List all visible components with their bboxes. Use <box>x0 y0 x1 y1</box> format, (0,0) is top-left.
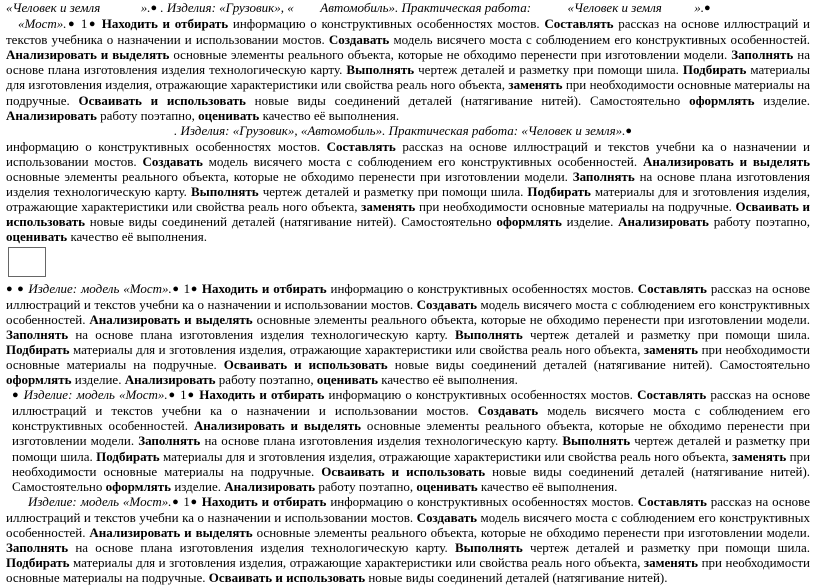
text: на основе плана изготовления изделия технологическую карту. <box>75 326 448 342</box>
paragraph-4 <box>6 387 810 494</box>
bullet-icon: ● <box>87 18 98 31</box>
bullet-icon: ● <box>625 124 633 137</box>
keyword: Выполнять <box>454 326 523 342</box>
header-fragment-6: ». <box>694 0 705 15</box>
keyword: Составлять <box>637 493 707 509</box>
keyword: Осваивать и использовать <box>208 570 366 585</box>
keyword: заменять <box>361 199 416 215</box>
bullet-icon: ● <box>167 389 177 402</box>
keyword: Составлять <box>544 16 614 32</box>
keyword: Создавать <box>477 403 539 419</box>
text: информацию о конструктивных особенностях мостов. <box>330 280 634 296</box>
keyword: Осваивать и использовать <box>321 463 486 479</box>
text: качество её выполнения. <box>262 107 400 123</box>
bullet-icon: ● <box>171 282 180 295</box>
text: новые виды соединений деталей (натягивание нитей). <box>368 570 668 585</box>
keyword: Анализировать и выделять <box>89 311 253 327</box>
keyword: Анализировать и выделять <box>642 153 811 169</box>
text: информацию о конструктивных особенностях мостов. <box>232 16 540 32</box>
text: на основе плана изготовления изделия технологическую карту. <box>6 169 811 200</box>
paragraph-heading: Изделие: модель «Мост». <box>28 280 172 296</box>
keyword: Составлять <box>637 280 707 296</box>
text: работу поэтапно, <box>713 214 810 230</box>
keyword: Находить и отбирать <box>101 16 229 32</box>
empty-box <box>8 247 46 277</box>
keyword: Создавать <box>142 153 203 169</box>
text: при необходимости основные материалы на подручные. <box>6 77 810 108</box>
keyword: Выполнять <box>346 62 415 78</box>
keyword: Анализировать <box>124 372 216 388</box>
text: информацию о конструктивных особенностях мостов. <box>6 138 321 154</box>
keyword: Составлять <box>326 138 396 154</box>
keyword: Анализировать и выделять <box>89 525 253 540</box>
keyword: Составлять <box>637 387 707 403</box>
keyword: Находить и отбирать <box>199 387 325 403</box>
text: на основе плана изготовления изделия технологическую карту. <box>204 433 559 449</box>
text: чертеж деталей и разметку при помощи шила. <box>529 326 810 342</box>
keyword: Заполнять <box>6 540 69 556</box>
keyword: оценивать <box>198 107 260 123</box>
keyword: оформлять <box>6 372 72 388</box>
text: работу поэтапно, <box>318 478 414 494</box>
keyword: Подбирать <box>682 62 747 78</box>
header-number: 1 <box>80 16 88 32</box>
text: при необходимости основные материалы на подручные. <box>6 341 810 372</box>
keyword: Находить и отбирать <box>201 493 327 509</box>
bullet-icon: ● <box>17 282 25 295</box>
bullet-icon: ● <box>12 389 20 402</box>
keyword: Анализировать и выделять <box>193 418 362 434</box>
keyword: Осваивать и использовать <box>6 199 811 230</box>
text: при необходимости основные материалы на подручные. <box>12 448 811 479</box>
keyword: Осваивать и использовать <box>223 356 388 372</box>
text: модель висячего моста с соблюдением его конструктивных особенностей. <box>6 509 810 540</box>
text: модель висячего моста с соблюдением его конструктивных особенностей. <box>393 32 811 48</box>
text: основные элементы реального объекта, которые не обходимо перенести при изготовлении модели. <box>256 311 811 327</box>
keyword: Подбирать <box>6 341 70 357</box>
paragraph-heading: . Изделия: «Грузовик», «Автомобиль». Практическая работа: «Человек и земля». <box>174 122 626 138</box>
bullet-icon: ● <box>190 282 199 295</box>
text: чертеж деталей и разметку при помощи шила. <box>12 433 810 464</box>
text: изделие. <box>763 92 811 108</box>
text: рассказ на основе иллюстраций и текстов учебни ка о назначении и использовании мостов. <box>12 387 811 419</box>
paragraph-2 <box>6 123 810 245</box>
text: на основе плана изготовления изделия технологическую карту. <box>75 540 448 556</box>
text: новые виды соединений деталей (натягивание нитей). Самостоятельно <box>12 463 811 494</box>
text: качество её выполнения. <box>381 372 518 388</box>
header-fragment-2: ». <box>140 0 151 15</box>
text: новые виды соединений деталей (натягивание нитей). Самостоятельно <box>89 214 492 230</box>
text: изделие. <box>74 372 122 388</box>
keyword: заменять <box>508 77 563 93</box>
heading-number: 1 <box>180 387 187 403</box>
keyword: Осваивать и использовать <box>78 92 246 108</box>
keyword: Создавать <box>416 296 478 312</box>
paragraph-1 <box>6 0 810 123</box>
text: информацию о конструктивных особенностях мостов. <box>330 493 634 509</box>
keyword: Находить и отбирать <box>201 280 327 296</box>
text: работу поэтапно, <box>100 107 195 123</box>
keyword: Выполнять <box>454 540 523 556</box>
keyword: Анализировать и выделять <box>6 47 170 63</box>
text: модель висячего моста с соблюдением его конструктивных особенностей. <box>12 403 811 434</box>
text: информацию о конструктивных особенностях мостов. <box>328 387 633 403</box>
bullet-icon: ● <box>171 495 180 508</box>
keyword: оформлять <box>689 92 755 108</box>
keyword: Заполнять <box>6 326 69 342</box>
text: качество её выполнения. <box>70 229 207 245</box>
text: изделие. <box>174 478 222 494</box>
text: чертеж деталей и разметку при помощи шила. <box>418 62 679 78</box>
header-fragment-5: «Человек и земля <box>567 0 662 15</box>
paragraph-5 <box>6 494 810 585</box>
keyword: Заполнять <box>572 169 635 185</box>
text: основные элементы реального объекта, которые не обходимо перенести при изготовлении модели. <box>173 47 728 63</box>
header-fragment-3: . Изделия: «Грузовик», « <box>160 0 294 15</box>
text: рассказ на основе иллюстраций и текстов учебника о назначении и использовании мостов. <box>6 16 811 48</box>
keyword: оформлять <box>105 478 172 494</box>
keyword: Выполнять <box>562 433 631 449</box>
paragraph-heading: Изделие: модель «Мост». <box>23 387 168 403</box>
keyword: заменять <box>732 448 787 464</box>
text: чертеж деталей и разметку при помощи шила. <box>529 540 810 556</box>
keyword: Анализировать <box>618 214 709 230</box>
keyword: оценивать <box>316 372 379 388</box>
text: чертеж деталей и разметку при помощи шила. <box>262 184 524 200</box>
text: при необходимости основные материалы на подручные. <box>418 199 732 215</box>
bullet-icon: ● <box>704 2 711 14</box>
text: изделие. <box>566 214 614 230</box>
keyword: Выполнять <box>190 184 259 200</box>
text: материалы для и зготовления изделия, отражающие характеристики или свойства реаль ного объекта, <box>72 555 641 571</box>
keyword: оформлять <box>496 214 562 230</box>
text: материалы для и зготовления изделия, отражающие характеристики или свойства реаль ного объекта, <box>6 184 811 215</box>
text: новые виды соединений деталей (натягивание нитей). Самостоятельно <box>394 356 810 372</box>
keyword: оценивать <box>416 478 478 494</box>
text: материалы для изготовления изделия, отражающие характеристики или свойства реаль ного объекта, <box>6 62 810 93</box>
text: модель висячего моста с соблюдением его конструктивных особенностей. <box>208 153 638 169</box>
keyword: Заполнять <box>731 47 794 63</box>
text: при необходимости основные материалы на подручные. <box>6 555 810 585</box>
heading-number: 1 <box>183 280 191 296</box>
keyword: Анализировать <box>6 107 97 123</box>
keyword: Подбирать <box>6 555 70 571</box>
keyword: Подбирать <box>96 448 160 464</box>
keyword: Заполнять <box>138 433 201 449</box>
bullet-icon: ● <box>6 282 14 295</box>
bullet-icon: ● <box>150 2 158 14</box>
text: рассказ на основе иллюстраций и текстов учебни ка о назначении и использовании мостов. <box>6 138 811 169</box>
text: на основе плана изготовления изделия технологическую карту. <box>6 47 810 78</box>
keyword: Анализировать <box>224 478 316 494</box>
text: рассказ на основе иллюстраций и текстов учебни ка о назначении и использовании мостов. <box>6 493 810 525</box>
text: основные элементы реального объекта, которые не обходимо перенести при изготовлении модели. <box>6 169 568 185</box>
text: основные элементы реального объекта, которые не обходимо перенести при изготовлении модели. <box>256 525 811 540</box>
paragraph-3 <box>6 281 810 388</box>
keyword: заменять <box>643 555 699 571</box>
header-fragment-7: «Мост». <box>18 16 67 32</box>
text: новые виды соединений деталей (натягивание нитей). Самостоятельно <box>254 92 681 108</box>
text: материалы для и зготовления изделия, отражающие характеристики или свойства реаль ного объекта, <box>72 341 641 357</box>
heading-number: 1 <box>183 493 190 509</box>
header-fragment-4: Автомобиль». Практическая работа: <box>320 0 532 15</box>
keyword: заменять <box>643 341 699 357</box>
keyword: Подбирать <box>527 184 591 200</box>
text: работу поэтапно, <box>218 372 314 388</box>
text: материалы для и зготовления изделия, отражающие характеристики или свойства реаль ного объекта, <box>162 448 729 464</box>
keyword: Создавать <box>328 32 390 48</box>
text: основные элементы реального объекта, которые не обходимо перенести при изготовлении модели. <box>12 418 810 449</box>
text: модель висячего моста с соблюдением его конструктивных особенностей. <box>6 296 810 327</box>
bullet-icon: ● <box>66 18 77 31</box>
text: рассказ на основе иллюстраций и текстов учебни ка о назначении и использовании мостов. <box>6 280 811 312</box>
keyword: Создавать <box>416 509 478 525</box>
paragraph-heading: Изделие: модель «Мост». <box>28 493 172 509</box>
header-fragment-1: «Человек и земля <box>6 0 101 15</box>
bullet-icon: ● <box>186 389 196 402</box>
text: качество её выполнения. <box>480 478 618 494</box>
keyword: оценивать <box>6 229 68 245</box>
bullet-icon: ● <box>189 495 198 508</box>
